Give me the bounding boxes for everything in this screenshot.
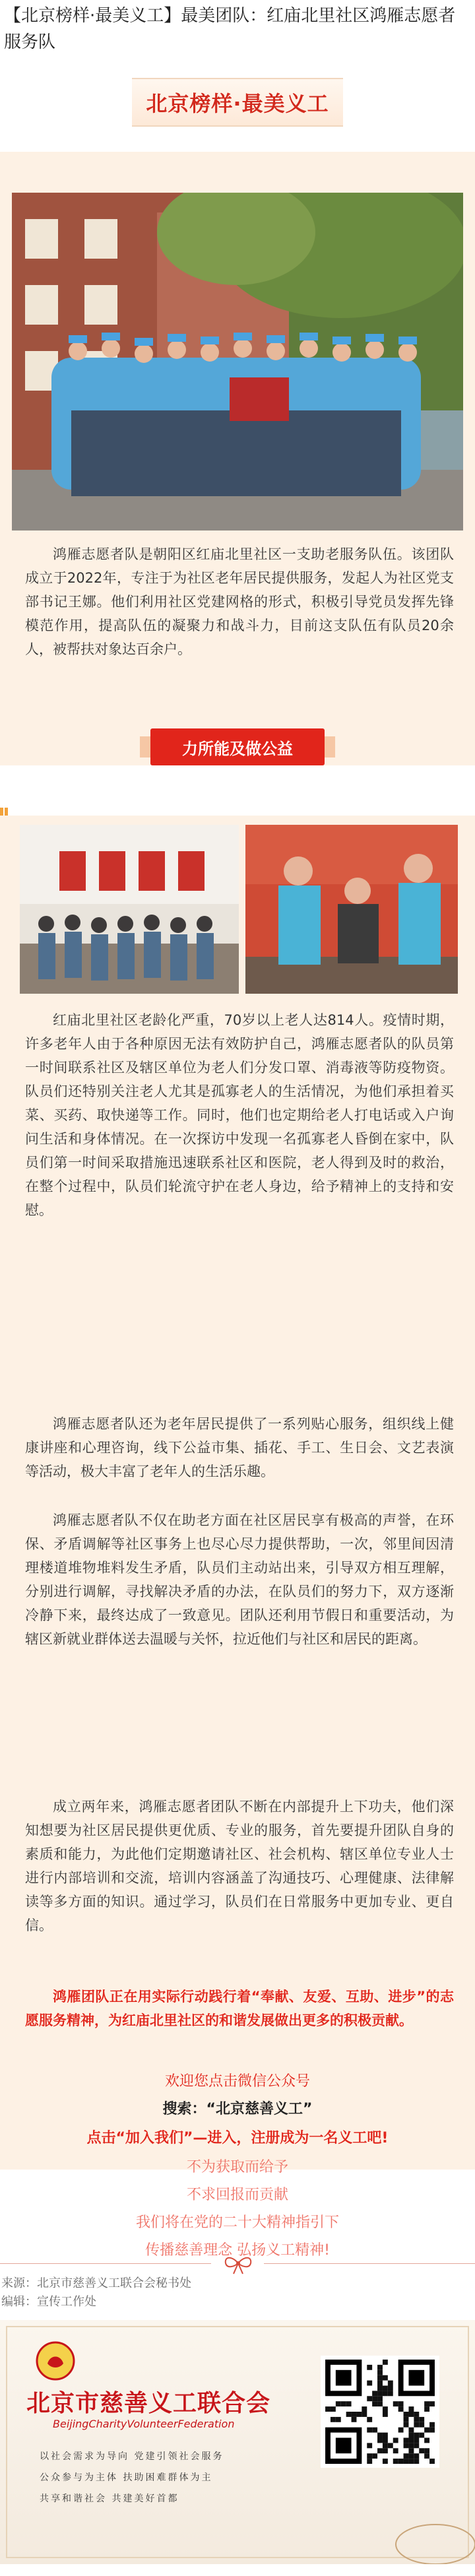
divider-right xyxy=(264,2263,475,2264)
section-tag-notch-right xyxy=(323,736,335,757)
closing-paragraph: 鸿雁团队正在用实际行动践行着“奉献、友爱、互助、进步”的志愿服务精神，为红庙北里社区的和谐发展做出更多的积极贡献。 xyxy=(25,1989,454,2028)
body-paragraph-3: 鸿雁志愿者队不仅在助老方面在社区居民享有极高的声誉，在环保、矛盾调解等社区事务上也尽心尽力提供帮助，一次，邻里间因清理楼道堆物堆料发生矛盾，队员们主动站出来，引导双方相互理解，分别进行调解，寻找解决矛盾的办法，在队员们的努力下，双方逐渐冷静下来，最终达成了一致意见。团队还利用节假日和重要活动，为辖区新就业群体送去温暖与关怀，拉近他们与社区和居民的距离。 xyxy=(25,1512,454,1647)
source-credit: 来源：北京市慈善义工联合会秘书处 xyxy=(1,2276,191,2290)
invite-line-6: 我们将在党的二十大精神指引下 xyxy=(135,2214,339,2231)
invite-search-line: 搜索：“北京慈善义工” xyxy=(162,2101,313,2117)
qr-code-image xyxy=(325,2360,435,2464)
article-title: 【北京榜样·最美义工】最美团队：红庙北里社区鸿雁志愿者服务队 xyxy=(4,6,456,52)
invite-line-5: 不求回报而贡献 xyxy=(186,2187,288,2203)
activity-photo-left-image xyxy=(20,825,239,994)
federation-motto-1: 以社会需求为导向 党建引领社会服务 xyxy=(40,2451,224,2462)
editor-credit: 编辑：宣传工作处 xyxy=(1,2295,96,2309)
federation-motto-2: 公众参与为主体 扶助困难群体为主 xyxy=(40,2472,213,2483)
activity-photo-left[interactable] xyxy=(20,825,239,994)
invite-join-line[interactable]: 点击“加入我们”—进入，注册成为一名义工吧! xyxy=(86,2130,389,2146)
federation-motto-3: 共享和谐社会 共建美好首都 xyxy=(40,2494,179,2504)
body-paragraph-2: 鸿雁志愿者队还为老年居民提供了一系列贴心服务，组织线上健康讲座和心理咨询，线下公益市集、插花、手工、生日会、文艺表演等活动，极大丰富了老年人的生活乐趣。 xyxy=(25,1416,454,1479)
banner-title-text: 北京榜样·最美义工 xyxy=(146,91,329,116)
section-tag: 力所能及做公益 xyxy=(150,728,325,765)
invite-line-4: 不为获取而给予 xyxy=(186,2159,288,2175)
body-paragraph-1: 红庙北里社区老龄化严重，70岁以上老人达814人。疫情时期，许多老年人由于各种原因无法有效防护自己，鸿雁志愿者队的队员第一时间联系社区及辖区单位为老人们分发口罩、消毒液等防疫物资。队员们还特别关注老人尤其是孤寡老人的生活情况，为他们承担着买菜、买药、取快递等工作。同时，他们也定期给老人打电话或入户询问生活和身体情况。在一次探访中发现一名孤寡老人昏倒在家中，队员们第一时间采取措施迅速联系社区和医院，老人得到及时的救治，在整个过程中，队员们轮流守护在老人身边，给予精神上的支持和安慰。 xyxy=(25,1012,454,1218)
group-photo[interactable] xyxy=(12,193,463,531)
qr-code[interactable] xyxy=(321,2356,439,2468)
federation-logo-icon xyxy=(36,2341,75,2381)
activity-photo-right[interactable] xyxy=(245,825,458,994)
federation-name-cn: 北京市慈善义工联合会 xyxy=(26,2390,271,2417)
activity-photo-right-image xyxy=(245,825,458,994)
invite-line-7: 传播慈善理念 弘扬义工精神! xyxy=(145,2242,330,2259)
invite-line-1: 欢迎您点击微信公众号 xyxy=(164,2073,310,2090)
banner-title xyxy=(132,78,343,127)
intro-paragraph: 鸿雁志愿者队是朝阳区红庙北里社区一支助老服务队伍。该团队成立于2022年，专注于为社区老年居民提供服务，发起人为社区党支部书记王娜。他们利用社区党建网格的形式，积极引导党员发挥先锋模范作用，提高队伍的凝聚力和战斗力，目前这支队伍有队员20余人，被帮扶对象达百余户。 xyxy=(25,546,454,657)
bow-icon xyxy=(222,2253,255,2276)
divider-left xyxy=(0,2263,211,2264)
body-paragraph-4: 成立两年来，鸿雁志愿者团队不断在内部提升上下功夫，他们深知想要为社区居民提供更优质、专业的服务，首先要提升团队自身的素质和能力，为此他们定期邀请社区、社会机构、辖区单位专业人士进行内部培训和交流，培训内容涵盖了沟通技巧、心理健康、法律解读等多方面的知识。通过学习，队员们在日常服务中更加专业、更自信。 xyxy=(25,1799,454,1933)
group-photo-image xyxy=(12,193,463,531)
federation-name-en: BeijingCharityVolunteerFederation xyxy=(53,2418,235,2430)
